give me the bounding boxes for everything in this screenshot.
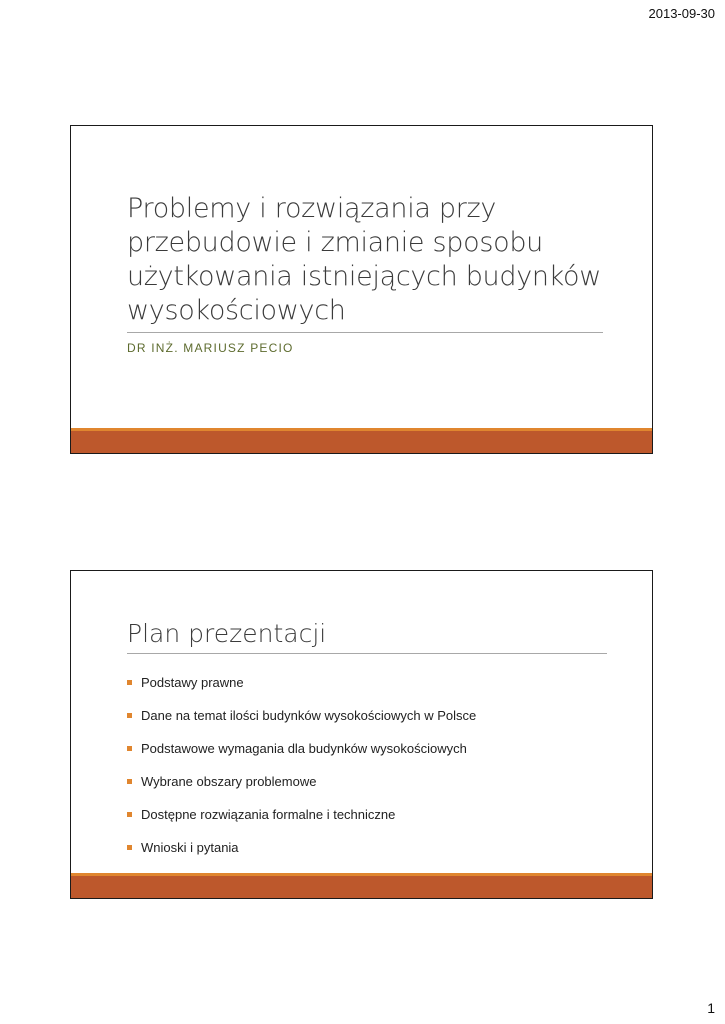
slide-footer-bar — [71, 873, 652, 898]
list-item-text: Podstawy prawne — [141, 675, 244, 690]
list-item-text: Wybrane obszary problemowe — [141, 774, 317, 789]
square-bullet-icon — [127, 779, 132, 784]
list-item — [127, 699, 476, 732]
square-bullet-icon — [127, 746, 132, 751]
slide-agenda — [70, 570, 653, 899]
title-line: użytkowania istniejących budynków — [127, 261, 602, 292]
square-bullet-icon — [127, 713, 132, 718]
slide-footer-bar — [71, 428, 652, 453]
title-line: wysokościowych — [127, 295, 346, 326]
list-item-text: Dostępne rozwiązania formalne i techniczne — [141, 807, 396, 822]
list-item-text: Dane na temat ilości budynków wysokościowych w Polsce — [141, 708, 477, 723]
page-date: 2013-09-30 — [648, 6, 715, 21]
page-number: 1 — [707, 1000, 715, 1016]
slide-title-heading — [127, 192, 607, 328]
agenda-heading: Plan prezentacji — [127, 619, 327, 648]
square-bullet-icon — [127, 845, 132, 850]
list-item — [127, 831, 476, 864]
title-line: Problemy i rozwiązania przy — [127, 193, 497, 224]
slide-subtitle-author: DR INŻ. MARIUSZ PECIO — [127, 341, 294, 355]
slide-title — [70, 125, 653, 454]
square-bullet-icon — [127, 812, 132, 817]
square-bullet-icon — [127, 680, 132, 685]
agenda-divider — [127, 653, 607, 654]
list-item-text: Wnioski i pytania — [141, 840, 239, 855]
list-item — [127, 798, 476, 831]
list-item-text: Podstawowe wymagania dla budynków wysokościowych — [141, 741, 467, 756]
agenda-list — [127, 666, 476, 864]
list-item — [127, 765, 476, 798]
title-line: przebudowie i zmianie sposobu — [127, 227, 543, 258]
list-item — [127, 666, 476, 699]
title-divider — [127, 332, 603, 333]
list-item — [127, 732, 476, 765]
